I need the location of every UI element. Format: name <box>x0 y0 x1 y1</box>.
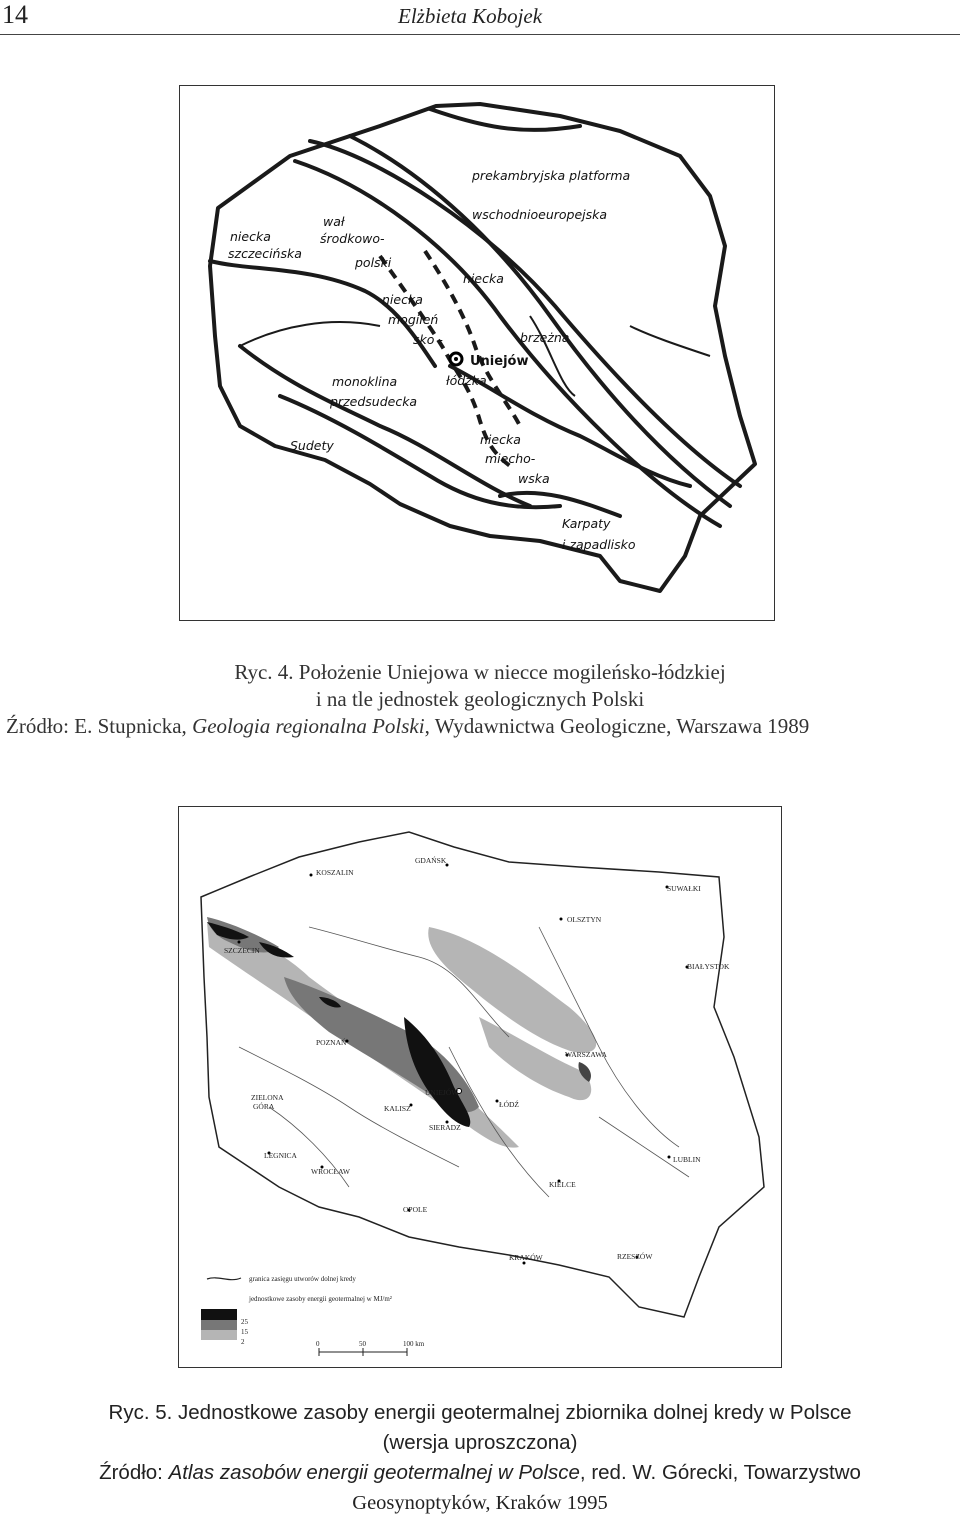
label-wal-2: środkowo- <box>320 231 385 246</box>
city-zielona-1: ZIELONA <box>251 1093 284 1102</box>
legend-boundary: granica zasięgu utworów dolnej kredy <box>249 1275 356 1283</box>
label-wal-3: polski <box>355 255 392 270</box>
figure-1-caption-line1: Ryc. 4. Położenie Uniejowa w niecce mogileńsko-łódzkiej <box>234 660 726 684</box>
label-sudety: Sudety <box>290 438 334 453</box>
legend-swatch-mid <box>201 1320 237 1330</box>
label-wal-1: wał <box>323 214 345 229</box>
label-monoklina-2: przedsudecka <box>330 394 418 409</box>
city-rzeszow: RZESZÓW <box>617 1252 653 1261</box>
city-opole: OPOLE <box>403 1205 428 1214</box>
label-mogil-1: niecka <box>382 292 423 307</box>
figure-1-source: Źródło: E. Stupnicka, Geologia regionalna Polski, Wydawnictwa Geologiczne, Warszawa 1989 <box>6 714 810 738</box>
figure-2-caption-line1: Ryc. 5. Jednostkowe zasoby energii geotermalnej zbiornika dolnej kredy w Polsce <box>108 1401 852 1424</box>
city-legnica: LEGNICA <box>264 1151 297 1160</box>
scale-label-100: 100 km <box>403 1340 425 1348</box>
legend-swatch-low <box>201 1330 237 1340</box>
city-olsztyn: OLSZTYN <box>567 915 602 924</box>
figure-2-caption <box>0 1398 960 1518</box>
city-warszawa: WARSZAWA <box>565 1050 607 1059</box>
scale-label-50: 50 <box>359 1340 366 1348</box>
city-wroclaw: WROCŁAW <box>311 1167 350 1176</box>
city-koszalin: KOSZALIN <box>316 868 354 877</box>
city-szczecin: SZCZECIN <box>224 946 260 955</box>
label-mogil-2: mogileń <box>388 312 439 327</box>
label-karpaty-2: i zapadlisko <box>562 537 636 552</box>
city-sieradz: SIERADZ <box>429 1123 461 1132</box>
label-niecka-brzezna-2: brzeżna <box>520 330 570 345</box>
label-miech-3: wska <box>518 471 550 486</box>
figure-1-caption <box>0 659 960 740</box>
running-head-author: Elżbieta Kobojek <box>398 4 543 28</box>
label-monoklina-1: monoklina <box>332 374 398 389</box>
figure-1-caption-line2: i na tle jednostek geologicznych Polski <box>315 687 645 711</box>
city-krakow: KRAKÓW <box>509 1253 543 1262</box>
city-kalisz: KALISZ <box>384 1104 411 1113</box>
page-number: 14 <box>2 0 28 29</box>
city-kielce: KIELCE <box>549 1180 576 1189</box>
city-bialystok: BIAŁYSTOK <box>687 962 730 971</box>
city-gdansk: GDAŃSK <box>415 856 447 865</box>
map-legend <box>201 1275 425 1356</box>
scale-label-0: 0 <box>316 1340 320 1348</box>
poland-outline-2 <box>201 832 764 1317</box>
city-suwalki: SUWAŁKI <box>667 884 701 893</box>
city-uniejow: UNIEJÓW <box>425 1088 459 1097</box>
legend-swatch-high <box>201 1309 237 1320</box>
label-niecka-szczecinska-2: szczecińska <box>228 246 302 261</box>
legend-resources: jednostkowe zasoby energii geotermalnej w MJ/m² <box>249 1295 392 1303</box>
label-prekambr-2: wschodnioeuropejska <box>472 207 608 222</box>
label-niecka-szczecinska-1: niecka <box>230 229 271 244</box>
city-poznan: POZNAŃ <box>316 1038 347 1047</box>
label-miech-2: miecho- <box>485 451 536 466</box>
header-rule <box>0 34 960 35</box>
label-miech-1: niecka <box>480 432 521 447</box>
city-lublin: LUBLIN <box>673 1155 701 1164</box>
legend-class-low: 2 <box>241 1338 245 1346</box>
city-lodz: ŁÓDŹ <box>499 1100 519 1109</box>
figure-2-caption-line2: (wersja uproszczona) <box>382 1431 578 1454</box>
figure-2-geothermal-map <box>178 806 782 1368</box>
label-uniejow: Uniejów <box>470 354 529 369</box>
label-lodzka: łódzka <box>446 373 487 388</box>
legend-class-mid: 15 <box>241 1328 248 1336</box>
legend-class-high: 25 <box>241 1318 248 1326</box>
label-prekambr-1: prekambryjska platforma <box>472 168 631 183</box>
label-niecka-brzezna-1: niecka <box>463 271 504 286</box>
figure-2-source: Źródło: Atlas zasobów energii geotermalnej w Polsce, red. W. Górecki, Towarzystwo <box>99 1461 861 1484</box>
label-karpaty-1: Karpaty <box>562 516 611 531</box>
figure-2-source-line2: Geosynoptyków, Kraków 1995 <box>352 1492 608 1514</box>
label-mogil-3: sko - <box>413 332 443 347</box>
figure-1-geology-map <box>179 85 775 621</box>
city-zielona-2: GÓRA <box>253 1102 275 1111</box>
